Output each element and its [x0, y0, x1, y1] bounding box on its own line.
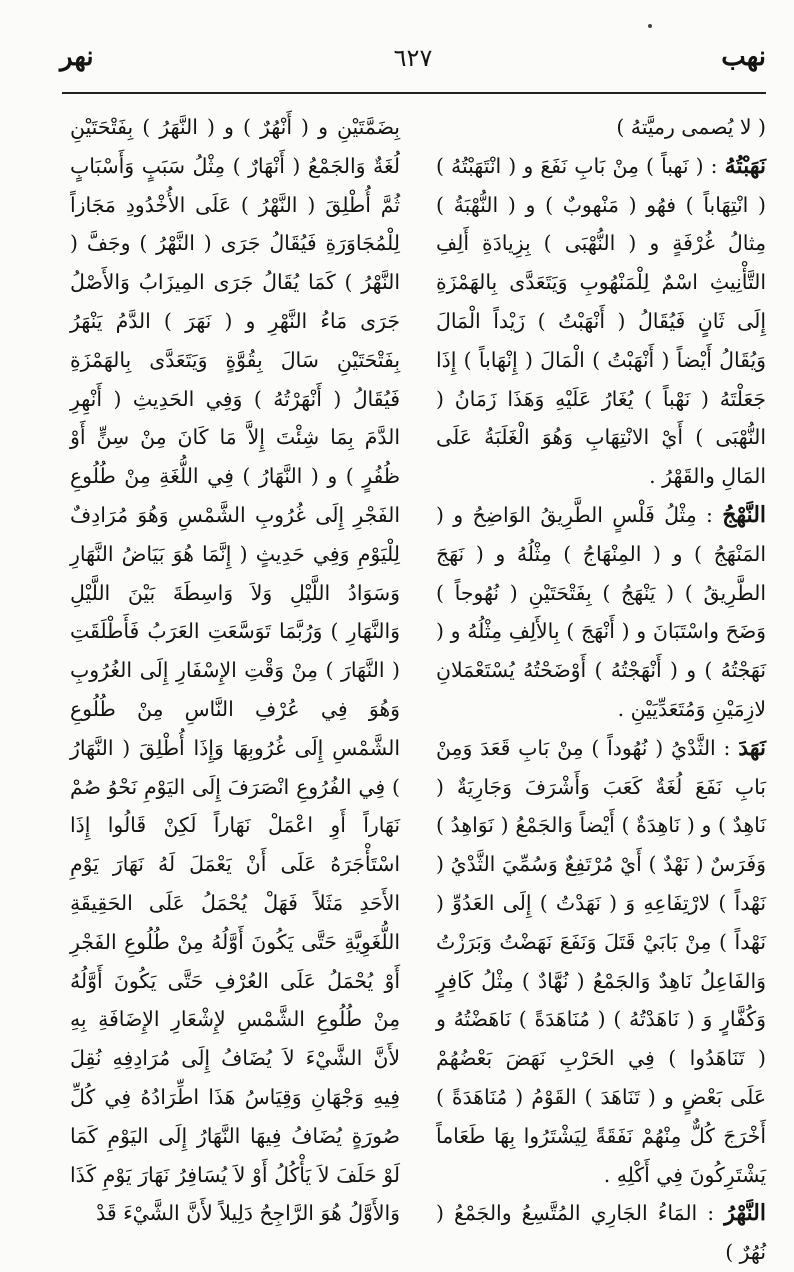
paper-speck [648, 24, 652, 28]
entry-body: : المَاءُ الجَارِي المُتَّسِعُ والجَمْعُ ( نُهُرٌ ) [436, 1201, 766, 1265]
entry-body: : الثَّدْيُ ( نُهُوداً ) مِنْ بَابِ قَعَدَ وَمِنْ بَابِ نَفَعَ لُغَةٌ كَعَبَ وَأَشْرَفَ وَجَارِيَةٌ ( نَاهِدٌ ) و ( نَاهِدَةٌ ) أَيْضاً وَالجَمْعُ ( نَوَاهِدُ ) وَفَرَسٌ ( نَهْدٌ ) أَيْ مُرْتَفِعٌ وَسُمِّيَ الثَّدْيُ ( نَهْداً ) لارْتِفَاعِهِ وَ ( نَهَدْتُ ) إِلَى العَدُوِّ ( نَهْداً ) مِنْ بَابَيْ قَتَلَ وَنَفَعَ نَهَضْتُ وَبَرَزْتُ وَالفَاعِلُ نَاهِدٌ وَالجَمْعُ ( نُهَّادٌ ) مِثْلُ كَافِرٍ وَكُفَّارٍ وَ ( نَاهَدْتُهُ ) ( مُنَاهَدَةً ) نَاهَضْتُهُ و ( تَنَاهَدُوا ) فِي الحَرْبِ نَهَضَ بَعْضُهُمْ عَلَى بَعْضٍ و ( تَنَاهَدَ ) القَوْمُ ( مُنَاهَدَةً ) أَخْرَجَ كُلٌّ مِنْهُمْ نَفَقَةً لِيَشْتَرُوا بِهَا طَعَاماً يَشْتَرِكُونَ فِي أَكْلِهِ . [436, 735, 766, 1187]
page-number: ٦٢٧ [393, 44, 433, 72]
continuation-text: ( لا يُصمى رميَّتهُ ) [616, 115, 766, 139]
entry-keyword: النَّهْرُ [724, 1200, 766, 1227]
entry-body: بِضَمَّتَيْنِ و ( أَنْهُرٌ ) و ( النَّهَرُ ) بِفَتْحَتَيْنِ لُغَةٌ وَالجَمْعُ ( أَنْهَارٌ ) مِثْلُ سَبَبٍ وَأَسْبَابٍ ثُمَّ أُطْلِقَ ( النَّهْرُ ) عَلَى الأُخْدُودِ مَجَازاً لِلْمُجَاوَرَةِ فَيُقَالُ جَرَى ( النَّهْرُ ) وجَفَّ ( النَّهْرُ ) كَمَا يُقَالُ جَرَى المِيزَابُ وَالأَصْلُ جَرَى مَاءُ النَّهْرِ و ( نَهَرَ ) الدَّمُ يَنْهَرُ بِفَتْحَتَيْنِ سَالَ بِقُوَّةٍ وَيَتَعَدَّى بِالهَمْزَةِ فَيُقَالُ ( أَنْهَرْتُهُ ) وَفِي الحَدِيثِ ( أَنْهِرِ الدَّمَ بِمَا شِئْتَ إِلاَّ مَا كَانَ مِنْ سِنٍّ أَوْ ظُفُرٍ ) و ( النَّهَارُ ) فِي اللُّغَةِ مِنْ طُلُوعِ الفَجْرِ إِلَى غُرُوبِ الشَّمْسِ وَهُوَ مُرَادِفٌ لِلْيَوْمِ وَفِي حَدِيثٍ ( إِنَّمَا هُوَ بَيَاضُ النَّهَارِ وَسَوَادُ اللَّيْلِ وَلاَ وَاسِطَةَ بَيْنَ اللَّيْلِ وَالنَّهَارِ ) وَرُبَّمَا تَوَسَّعَتِ العَرَبُ فَأَطْلَقَتِ ( النَّهَارَ ) مِنْ وَقْتِ الإِسْفَارِ إِلَى الغُرُوبِ وَهُوَ فِي عُرْفِ النَّاسِ مِنْ طُلُوعِ الشَّمْسِ إِلَى غُرُوبِهَا وَإِذَا أُطْلِقَ ( النَّهَارُ ) فِي الفُرُوعِ انْصَرَفَ إِلَى اليَوْمِ نَحْوُ صُمْ نَهَاراً أَوِ اعْمَلْ نَهَاراً لَكِنْ قَالُوا إِذَا اسْتَأْجَرَهُ عَلَى أَنْ يَعْمَلَ لَهُ نَهَارَ يَوْمِ الأَحَدِ مَثَلاً فَهَلْ يُحْمَلُ عَلَى الحَقِيقَةِ اللُّغَوِيَّةِ حَتَّى يَكُونَ أَوَّلُهُ مِنْ طُلُوعِ الفَجْرِ أَوْ يُحْمَلُ عَلَى العُرْفِ حَتَّى يَكُونَ أَوَّلُهُ مِنْ طُلُوعِ الشَّمْسِ لإِشْعَارِ الإِضَافَةِ بِهِ لأَنَّ الشَّيْءَ لاَ يُضَافُ إِلَى مُرَادِفِهِ نُقِلَ فِيهِ وَجْهَانِ وَقِيَاسُ هَذَا اطِّرَادُهُ فِي كُلِّ صُورَةٍ يُضَافُ فِيهَا النَّهَارُ إِلَى اليَوْمِ كَمَا لَوْ حَلَفَ لاَ يَأْكُلُ أَوْ لاَ يُسَافِرُ نَهَارَ يَوْمِ كَذَا وَالأَوَّلُ هُوَ الرَّاجِحُ دَلِيلاً لأَنَّ الشَّيْءَ قَدْ [70, 115, 400, 1226]
entry-nahr [436, 1194, 766, 1272]
entry-keyword: النَّهْجُ [722, 501, 767, 528]
entry-body: : مِثْلُ فَلْسٍ الطَّرِيقُ الوَاضِحُ و ( المَنْهَجُ ) و ( المِنْهَاجُ ) مِثْلُهُ و ( نَهَجَ الطَّرِيقُ ) ( يَنْهَجُ ) بِفَتْحَتَيْنِ ( نُهُوجاً ) وَضَحَ واسْتَبَانَ و ( أَنْهَجَ ) بِالأَلِفِ مِثْلُهُ و ( نَهَجْتُهُ ) و ( أَنْهَجْتُهُ ) أَوْضَحْتُهُ يُسْتَعْمَلانِ لازِمَيْنِ وَمُتَعَدِّيَيْنِ . [436, 502, 766, 721]
right-column [436, 108, 767, 1265]
left-column [70, 108, 400, 1226]
running-headword-left: نهر [60, 42, 94, 72]
entry-nahr-continued [70, 108, 400, 1233]
entry-body: : ( نَهباً ) مِنْ بَابِ نَفَعَ و ( انْتَهَبْتُهُ ) ( انْتِهَاباً ) فهُو ( مَنْهوبٌ ) و ( النُّهْبَةُ ) مِثالُ غُرْفَةٍ و ( النُّهْبَى ) بِزِيادَةِ أَلِفِ التَّأْنِيثِ اسْمٌ لِلْمَنْهُوبِ وَيَتَعَدَّى بِالهَمْزَةِ إِلَى ثَانٍ فَيُقَالُ ( أَنْهَبْتُ ) زَيْداً الْمَالَ وَيُقَالُ أَيْضاً ( أَنْهَبْتُ ) الْمَالَ ( إِنْهَاباً ) إِذَا جَعَلْتَهُ ( نَهْباً ) يُغَارُ عَلَيْهِ وَهَذَا زَمَانُ ( النُّهْبَى ) أَيْ الانْتِهَابِ وَهُوَ الْغَلَبَةُ عَلَى المَالِ والقَهْرُ . [436, 153, 766, 489]
entry-nahj [436, 496, 766, 729]
entry-keyword: نَهَبْتُهُ [724, 152, 766, 179]
entry-nahad [436, 729, 766, 1195]
header-rule [62, 92, 766, 94]
running-headword-right: نهب [721, 42, 766, 72]
continuation-line [436, 108, 766, 147]
entry-keyword: نَهَدَ [738, 734, 766, 761]
entry-nahabtuhu [436, 147, 766, 496]
page-header [60, 42, 766, 82]
